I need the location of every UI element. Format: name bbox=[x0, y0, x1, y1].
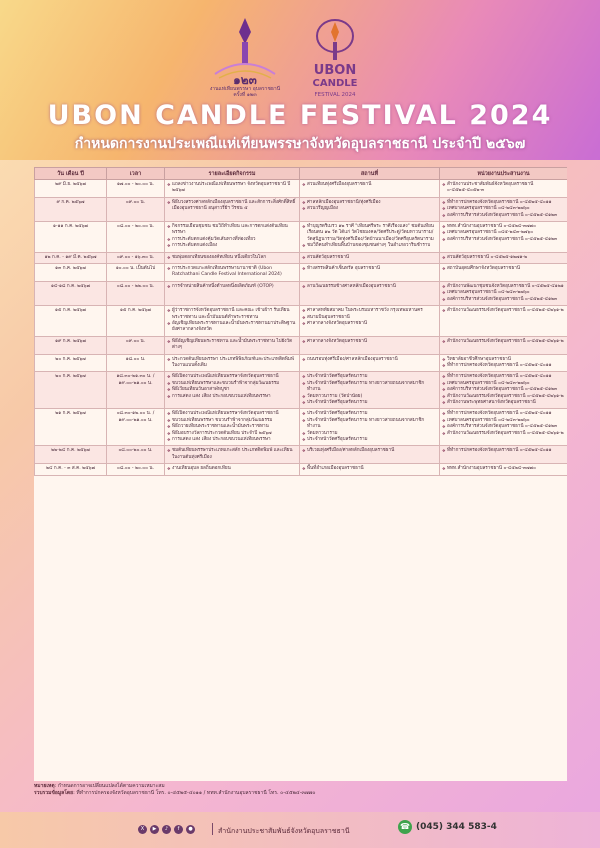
list-item: ❖ ห้างสรรพสินค้าเซ็นทรัล อุบลราชธานี bbox=[302, 266, 437, 272]
cell-time: ๑๐.๐๐ น. เป็นต้นไป bbox=[107, 264, 165, 282]
list-item: ❖ ชมวิถีคนทำเทียนพื้นบ้านของชุมชนต่างๆ ในอำเภอวารินชำราบ bbox=[302, 243, 437, 249]
list-item: ❖ อัญเชิญเทียนพระราชทานและน้ำมันพระราชทานมาประดิษฐานยังศาลากลางจังหวัด bbox=[167, 321, 297, 334]
cell-date: ๒๙ มิ.ย. ๒๕๖๗ bbox=[35, 180, 107, 198]
cell-time: ๑๘.๐๐ น. bbox=[107, 354, 165, 372]
list-item: ❖ พิธีเวียนเทียนวันอาสาฬหบูชา bbox=[167, 387, 297, 393]
footer-organization: สำนักงานประชาสัมพันธ์จังหวัดอุบลราชธานี bbox=[218, 827, 350, 835]
list-item: ❖ แถลงข่าวงานประเพณีแห่เทียนพรรษา จังหวัดอุบลราชธานี ปี ๒๕๖๗ bbox=[167, 182, 297, 195]
table-row bbox=[35, 252, 568, 263]
candle-anniversary-logo bbox=[205, 14, 285, 90]
cell-organizations bbox=[440, 306, 568, 337]
phone-icon: ☎ bbox=[398, 820, 412, 834]
list-item: ❖ สำนักงานพัฒนาชุมชนจังหวัดอุบลราชธานี ๐-๔๕๒๕-๔๑๒๑ bbox=[442, 284, 565, 290]
list-item: ❖ สนามบินอุบลราชธานี bbox=[302, 315, 437, 321]
list-item: ❖ ถนนรอบทุ่งศรีเมือง/ศาลหลักเมืองอุบลราชธานี bbox=[302, 357, 437, 363]
cell-places bbox=[300, 409, 440, 446]
cell-places bbox=[300, 264, 440, 282]
phone-contact[interactable] bbox=[398, 819, 497, 835]
list-item: ❖ ที่ทำการปกครองจังหวัดอุบลราชธานี ๐-๔๕๒๕-๔๐๑๑ bbox=[442, 448, 565, 454]
list-item: ❖ ศาลากลางจังหวัดอุบลราชธานี bbox=[302, 339, 437, 345]
header-place: สถานที่ bbox=[300, 168, 440, 180]
note-text: : กำหนดการอาจเปลี่ยนแปลงได้ตามความเหมาะสม bbox=[54, 783, 165, 789]
list-item: ❖ เทศบาลนครอุบลราชธานี ๐๔-๒๔๓-๒๗๖๐ bbox=[442, 418, 565, 424]
list-item: ❖ สวนสัตว์อุบลราชธานี ๐-๔๕๒๕-๑๒๗๑-๒ bbox=[442, 255, 565, 261]
list-item: ❖ พิธีมอบรางวัลการประกวดต้นเทียน ประจำปี ๒๕๖๗ bbox=[167, 431, 297, 437]
list-item: ❖ ททท.สำนักงานอุบลราชธานี ๐-๔๕๒๔-๓๗๗๐ bbox=[442, 466, 565, 472]
list-item: ❖ ลานวัฒนธรรมข้างศาลหลักเมืองอุบลราชธานี bbox=[302, 284, 437, 290]
list-item: ❖ องค์การบริหารส่วนจังหวัดอุบลราชธานี ๐-๔๕๒๕-๔๑๒๓ bbox=[442, 387, 565, 393]
footer-notes bbox=[34, 783, 567, 797]
list-item: ❖ เทศบาลนครอุบลราชธานี ๐๔-๒๔๓-๒๗๖๐ bbox=[442, 381, 565, 387]
cell-details bbox=[165, 409, 300, 446]
table-row bbox=[35, 180, 568, 198]
cell-date: ๑๓ ก.ค. ๒๕๖๗ bbox=[35, 264, 107, 282]
table-row bbox=[35, 222, 568, 253]
cell-organizations bbox=[440, 354, 568, 372]
logo2-line2: CANDLE bbox=[312, 78, 358, 89]
cell-date: ๒๐ ก.ค. ๒๕๖๗ bbox=[35, 354, 107, 372]
footer-divider bbox=[212, 823, 213, 835]
cell-details bbox=[165, 197, 300, 221]
table-row bbox=[35, 464, 568, 475]
list-item: ❖ ขบวนแห่เทียนพรรษา ขบวนรำฟ้าจากลุ่มวัฒนธรรม bbox=[167, 418, 297, 424]
cell-time: ๑๕ ก.ค. ๒๕๖๗ bbox=[107, 306, 165, 337]
cell-date: ๒๒-๒๔ ก.ค. ๒๕๖๗ bbox=[35, 446, 107, 464]
list-item: ❖ ประจำหน้าวัดศรีอุบลรัตนาราม bbox=[302, 374, 437, 380]
note-label: หมายเหตุ bbox=[34, 783, 55, 789]
logo1-number: ๑๒๓ bbox=[233, 73, 257, 87]
list-item: ❖ ผู้ว่าราชการจังหวัดอุบลราชธานี และคณะ เข้าเฝ้าฯ รับเทียนพระราชทาน และน้ำมันมนต์ทำพระราชทาน bbox=[167, 308, 297, 321]
cell-date: ๑๙ ก.ค. ๒๕๖๗ bbox=[35, 336, 107, 354]
youtube-icon[interactable]: ▶ bbox=[150, 825, 159, 834]
cell-date: ๒๑ ก.ค. ๒๕๖๗ bbox=[35, 409, 107, 446]
list-item: ❖ การประดับตกแต่งคุ้มวัดเส้นทางที่ท่องเที่ยว bbox=[167, 237, 297, 243]
phone-number: (045) 344 583-4 bbox=[416, 822, 497, 832]
list-item: ❖ ประจำหน้าวัดศรีอุบลรัตนาราม bbox=[302, 411, 437, 417]
list-item: ❖ สวนวรีญญเมือง bbox=[302, 206, 437, 212]
list-item: ❖ การประกวดแกะสลักเทียนพรรษานานาชาติ (Ubon Ratchathani Candle Festival International 2024) bbox=[167, 266, 297, 279]
list-item: ❖ วัดมหาวนาราม (วัดป่าน้อย) bbox=[302, 394, 437, 400]
cell-details bbox=[165, 252, 300, 263]
list-item: ❖ วัดมหาวนาราม bbox=[302, 431, 437, 437]
list-item: ❖ สำนักงานพระพุทธศาสนาจังหวัดอุบลราชธานี bbox=[442, 400, 565, 406]
cell-places bbox=[300, 281, 440, 305]
cell-places bbox=[300, 306, 440, 337]
cell-time: ๐๘.๓๐-๑๒.๐๐ น. / ๑๙.๐๐-๒๑.๐๐ น. bbox=[107, 409, 165, 446]
list-item: ❖ ประจำหน้าวัดศรีอุบลรัตนาราม bbox=[302, 437, 437, 443]
list-item: ❖ พิธีบวงสรวงศาลหลักเมืองอุบลราชธานี และสักการะสิ่งศักดิ์สิทธิ์เมืองอุบลราชธานี อนุสาวรีย์ฯ วีรชน ๕ bbox=[167, 200, 297, 213]
list-item: ❖ ประกวดต้นเทียนพรรษา ประเภทพิพิธภัณฑ์และประเภทติดพิมพ์ในงานแบบดั้งเดิม bbox=[167, 357, 297, 370]
list-item: ❖ สำนักงานวัฒนธรรมจังหวัดอุบลราชธานี ๐-๔๕๒๕-๔๒๖๑-๒ bbox=[442, 308, 565, 314]
cell-details bbox=[165, 446, 300, 464]
list-item: ❖ สำนักงานวัฒนธรรมจังหวัดอุบลราชธานี ๐-๔๕๒๕-๔๒๖๑-๒ bbox=[442, 431, 565, 437]
cell-places bbox=[300, 222, 440, 253]
list-item: ❖ บริเวณทุ่งศรีเมือง/ศาลหลักเมืองอุบลราชธานี bbox=[302, 448, 437, 454]
list-item: ❖ ที่ทำการปกครองจังหวัดอุบลราชธานี ๐-๔๕๒๕-๔๐๑๑ bbox=[442, 411, 565, 417]
cell-time: ๐๘.๐๐ - ๒๒.๐๐ น. bbox=[107, 281, 165, 305]
header-organization: หน่วยงานประสานงาน bbox=[440, 168, 568, 180]
cell-places bbox=[300, 372, 440, 409]
list-item: ❖ ทำบุญรตริเมรว ๑๒ ราศี "เทียนศรีพระ ราศีเรืองแสง" ชมต้นเทียนเรือนตน ๑๒ วัด ได้แก่ วัดไชยมงคล/วัดศรีประดู่/วัดมหาวนาราม/วัดสุปัฏนาราม/วัดทุ่งศรีเมือง/วัดบ้านนาเมือง/วัดศรีอุบลรัตนาราม bbox=[302, 224, 437, 243]
schedule-table bbox=[34, 167, 567, 781]
list-item: ❖ การจำหน่ายสินค้าหนึ่งตำบลหนึ่งผลิตภัณฑ์ (OTOP) bbox=[167, 284, 297, 290]
cell-details bbox=[165, 354, 300, 372]
contact-label: รวบรวมข้อมูลโดย bbox=[34, 790, 74, 796]
list-item: ❖ ประจำหน้าวัดศรีอุบลรัตนาราม ทางยาวสายถนนจากสมาชิกทำงาน bbox=[302, 381, 437, 394]
cell-time: ๐๘.๐๐-๒๐.๐๐ น. bbox=[107, 446, 165, 464]
cell-time: ๑๗.๐๐ - ๒๐.๐๐ น. bbox=[107, 180, 165, 198]
table-row bbox=[35, 446, 568, 464]
list-item: ❖ ที่ทำการปกครองจังหวัดอุบลราชธานี ๐-๔๕๒๕-๔๐๑๑ bbox=[442, 374, 565, 380]
cell-places bbox=[300, 197, 440, 221]
list-item: ❖ สำนักงานวัฒนธรรมจังหวัดอุบลราชธานี ๐-๔๕๒๕-๔๒๖๑-๒ bbox=[442, 339, 565, 345]
list-item: ❖ พื้นที่อำเภอเมืองอุบลราชธานี bbox=[302, 466, 437, 472]
cell-details bbox=[165, 222, 300, 253]
cell-places bbox=[300, 180, 440, 198]
page-header bbox=[0, 0, 600, 160]
cell-time: ๐๙.๐๐ น. bbox=[107, 197, 165, 221]
list-item: ❖ ที่ทำการปกครองจังหวัดอุบลราชธานี ๐-๔๕๒๕-๔๐๑๑ bbox=[442, 363, 565, 369]
cell-places bbox=[300, 464, 440, 475]
cell-time: ๐๘.๐๐ - ๒๐.๐๐ น. bbox=[107, 464, 165, 475]
cell-places bbox=[300, 354, 440, 372]
cell-time: ๐๘.๐๐ - ๒๐.๐๐ น. bbox=[107, 222, 165, 253]
cell-organizations bbox=[440, 464, 568, 475]
list-item: ❖ เทศบาลนครอุบลราชธานี ๐๔-๒๔๓-๒๗๖๐ bbox=[442, 206, 565, 212]
cell-organizations bbox=[440, 252, 568, 263]
logo1-caption: งานแห่เทียนพรรษา อุบลราชธานี ครั้งที่ ๑๒๓ bbox=[209, 86, 281, 98]
list-item: ❖ สำนักงานประชาสัมพันธ์จังหวัดอุบลราชธานี ๐-๔๕๒๕-๔๐๕๒-๓ bbox=[442, 182, 565, 195]
list-item: ❖ ประจำหน้าวัดศรีอุบลรัตนาราม ทางยาวสายถนนจากสมาชิกทำงาน bbox=[302, 418, 437, 431]
list-item: ❖ องค์การบริหารส่วนจังหวัดอุบลราชธานี ๐-๔๕๒๕-๔๑๒๓ bbox=[442, 424, 565, 430]
table-row bbox=[35, 281, 568, 305]
list-item: ❖ ศาลาสหทัยสมาคม ในพระบรมมหาราชวัง กรุงเทพมหานคร bbox=[302, 308, 437, 314]
cell-places bbox=[300, 446, 440, 464]
list-item: ❖ สวนเทียนทุ่งศรีเมืองอุบลราชธานี bbox=[302, 182, 437, 188]
cell-date: ๑๕ ก.ค. ๒๕๖๗ bbox=[35, 306, 107, 337]
cell-organizations bbox=[440, 281, 568, 305]
list-item: ❖ ขบวนแห่เทียนพรรษาและขบวนรำฟ้าจากลุ่มวัฒนธรรม bbox=[167, 381, 297, 387]
list-item: ❖ ชมพุ่มดอกเทียนขององค์ทเทียน หนึ่งเดียวในโลก bbox=[167, 255, 297, 261]
list-item: ❖ เทศบาลนครอุบลราชธานี ๐๔-๒๔๓-๒๗๖๐ bbox=[442, 290, 565, 296]
cell-date: ๑๔-๑๘ ก.ค. ๒๕๖๗ bbox=[35, 281, 107, 305]
list-item: ❖ วิทยาลัยอาชีวศึกษาอุบลราชธานี bbox=[442, 357, 565, 363]
cell-organizations bbox=[440, 222, 568, 253]
website-icon[interactable]: ● bbox=[186, 825, 195, 834]
cell-organizations bbox=[440, 264, 568, 282]
list-item: ❖ พิธีอัญเชิญเทียนพระราชทาน และน้ำมันพระราชทาน ไปยังวัดต่างๆ bbox=[167, 339, 297, 352]
cell-details bbox=[165, 264, 300, 282]
list-item: ❖ ประจำหน้าวัดศรีอุบลรัตนาราม bbox=[302, 400, 437, 406]
cell-organizations bbox=[440, 336, 568, 354]
table-row bbox=[35, 372, 568, 409]
list-item: ❖ สถาบันอุดมศึกษาจังหวัดอุบลราชธานี bbox=[442, 266, 565, 272]
list-item: ❖ ศาลากลางจังหวัดอุบลราชธานี bbox=[302, 321, 437, 327]
cell-time: ๐๙.๐๐ - ๑๖.๓๐ น. bbox=[107, 252, 165, 263]
list-item: ❖ สวนสัตว์อุบลราชธานี bbox=[302, 255, 437, 261]
cell-places bbox=[300, 336, 440, 354]
list-item: ❖ พิธีเปิดงานประเพณีแห่เทียนพรรษาจังหวัดอุบลราชธานี bbox=[167, 374, 297, 380]
list-item: ❖ องค์การบริหารส่วนจังหวัดอุบลราชธานี ๐-๔๕๒๕-๔๑๒๓ bbox=[442, 297, 565, 303]
list-item: ❖ การประดับตกแต่งเมือง bbox=[167, 243, 297, 249]
ubon-candle-festival-logo bbox=[300, 16, 370, 102]
table-row bbox=[35, 336, 568, 354]
cell-date: ๒๔ ก.ค. - ๓ ส.ค. ๒๕๖๗ bbox=[35, 464, 107, 475]
list-item: ❖ การแสดง แสง เสียง ประกอบขบวนแห่เทียนพรรษา bbox=[167, 394, 297, 400]
cell-details bbox=[165, 180, 300, 198]
festival-title: UBON CANDLE FESTIVAL 2024 bbox=[47, 100, 553, 131]
cell-time: ๐๙.๐๐ น. bbox=[107, 336, 165, 354]
cell-details bbox=[165, 464, 300, 475]
cell-organizations bbox=[440, 446, 568, 464]
cell-date: ๙ ก.ค. ๒๕๖๗ bbox=[35, 197, 107, 221]
table-row bbox=[35, 306, 568, 337]
table-header-row bbox=[35, 168, 568, 180]
contact-text: : ที่ทำการปกครองจังหวัดอุบลราชธานี โทร. ๐-๔๕๒๕-๔๐๑๑ / ททท.สำนักงานอุบลราชธานี โทร. ๐-๔๕๒๔-๓๗๗๐ bbox=[73, 790, 316, 796]
table-row bbox=[35, 197, 568, 221]
facebook-icon[interactable]: f bbox=[174, 825, 183, 834]
cell-date: ๑-๑๑ ก.ค. ๒๕๖๗ bbox=[35, 222, 107, 253]
cell-details bbox=[165, 281, 300, 305]
cell-organizations bbox=[440, 197, 568, 221]
cell-date: ๒๐ ก.ค. ๒๕๖๗ bbox=[35, 372, 107, 409]
logo2-line1: UBON bbox=[313, 63, 357, 78]
cell-organizations bbox=[440, 372, 568, 409]
list-item: ❖ สำนักงานวัฒนธรรมจังหวัดอุบลราชธานี ๐-๔๕๒๕-๔๒๖๑-๒ bbox=[442, 394, 565, 400]
logo2-line3: FESTIVAL 2024 bbox=[314, 92, 356, 98]
header-time: เวลา bbox=[107, 168, 165, 180]
cell-organizations bbox=[440, 180, 568, 198]
list-item: ❖ องค์การบริหารส่วนจังหวัดอุบลราชธานี ๐-๔๕๒๕-๔๑๒๓ bbox=[442, 237, 565, 243]
list-item: ❖ ที่ทำการปกครองจังหวัดอุบลราชธานี ๐-๔๕๒๕-๔๐๑๑ bbox=[442, 200, 565, 206]
table-body bbox=[35, 180, 568, 476]
list-item: ❖ งานเทียนอุบล ยลถิ่นดอกเทียน bbox=[167, 466, 297, 472]
social-links bbox=[138, 825, 195, 834]
x-icon[interactable]: X bbox=[138, 825, 147, 834]
list-item: ❖ เทศบาลนครอุบลราชธานี ๐๔๕-๒๔๓-๒๗๖๐ bbox=[442, 230, 565, 236]
table-row bbox=[35, 264, 568, 282]
cell-details bbox=[165, 306, 300, 337]
cell-details bbox=[165, 336, 300, 354]
header-date: วัน เดือน ปี bbox=[35, 168, 107, 180]
list-item: ❖ องค์การบริหารส่วนจังหวัดอุบลราชธานี ๐-๔๕๒๕-๔๑๒๓ bbox=[442, 213, 565, 219]
list-item: ❖ พิธีเปิดงานประเพณีแห่เทียนพรรษาจังหวัดอุบลราชธานี bbox=[167, 411, 297, 417]
list-item: ❖ ศาลหลักเมืองอุบลราชธานี/ทุ่งศรีเมือง bbox=[302, 200, 437, 206]
cell-organizations bbox=[440, 409, 568, 446]
table-row bbox=[35, 409, 568, 446]
header-details: รายละเอียดกิจกรรม bbox=[165, 168, 300, 180]
list-item: ❖ กิจกรรมเยือนชุมชน ชมวิถีทำเทียน และการตกแต่งต้นเทียนพรรษา bbox=[167, 224, 297, 237]
list-item: ❖ การแสดง แสง เสียง ประกอบขบวนแห่เทียนพรรษา bbox=[167, 437, 297, 443]
cell-date: ๑๒ ก.ค. - ๑๙ มี.ค. ๒๕๖๗ bbox=[35, 252, 107, 263]
cell-places bbox=[300, 252, 440, 263]
cell-time: ๑๘.๓๐-๒๑.๓๐ น. / ๑๙.๐๐-๒๑.๐๐ น. bbox=[107, 372, 165, 409]
list-item: ❖ ททท.สำนักงานอุบลราชธานี ๐-๔๕๒๔-๓๗๗๐ bbox=[442, 224, 565, 230]
cell-details bbox=[165, 372, 300, 409]
table-row bbox=[35, 354, 568, 372]
tiktok-icon[interactable]: ♪ bbox=[162, 825, 171, 834]
list-item: ❖ ชมต้นเทียนพรรษาประเภทแกะสลัก ประเภทติดพิมพ์ และเทียนในงานต้นทุ่งศรีเมือง bbox=[167, 448, 297, 461]
schedule-subtitle: กำหนดการงานประเพณีแห่เทียนพรรษาจังหวัดอุบลราชธานี ประจำปี ๒๕๖๗ bbox=[74, 136, 526, 152]
list-item: ❖ พิธีถวายเทียนพระราชทานและน้ำมันพระราชทาน bbox=[167, 424, 297, 430]
